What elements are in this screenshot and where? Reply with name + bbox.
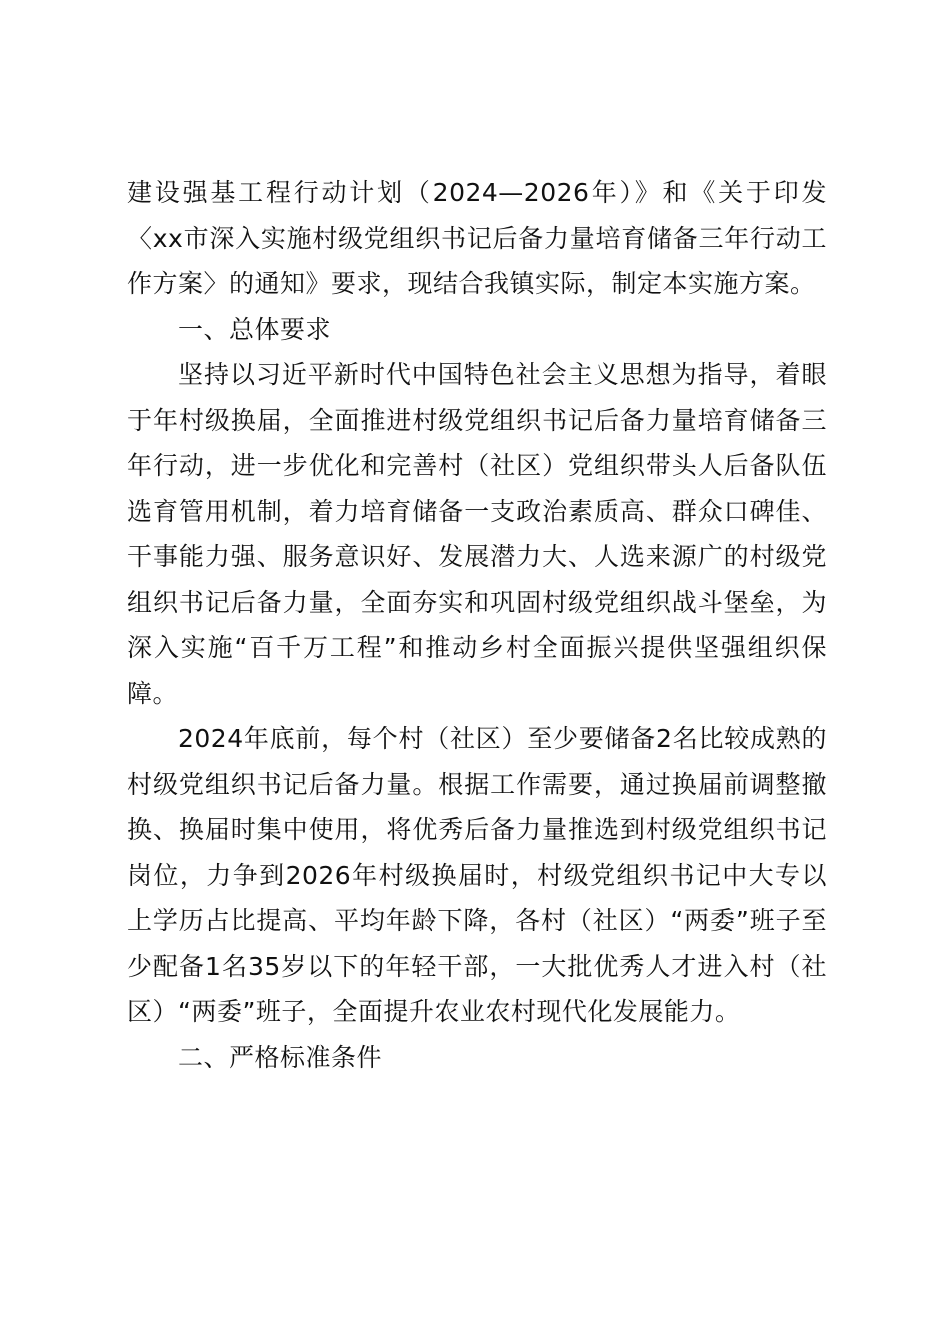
section-heading-overall-requirements: 一、总体要求: [178, 314, 332, 344]
document-body: [127, 170, 827, 1080]
body-paragraph-targets: 2024年底前，每个村（社区）至少要储备2名比较成熟的村级党组织书记后备力量。根据工作需要，通过换届前调整撤换、换届时集中使用，将优秀后备力量推选到村级党组织书记岗位，力争到2026年村级换届时，村级党组织书记中大专以上学历占比提高、平均年龄下降，各村（社区）“两委”班子至少配备1名35岁以下的年轻干部，一大批优秀人才进入村（社区）“两委”班子，全面提升农业农村现代化发展能力。: [127, 724, 827, 1026]
body-paragraph-guiding-ideology: 坚持以习近平新时代中国特色社会主义思想为指导，着眼于年村级换届，全面推进村级党组织书记后备力量培育储备三年行动，进一步优化和完善村（社区）党组织带头人后备队伍选育管用机制，着力培育储备一支政治素质高、群众口碑佳、干事能力强、服务意识好、发展潜力大、人选来源广的村级党组织书记后备力量，全面夯实和巩固村级党组织战斗堡垒，为深入实施“百千万工程”和推动乡村全面振兴提供坚强组织保障。: [127, 360, 827, 708]
section-heading-strict-standards: 二、严格标准条件: [178, 1042, 383, 1072]
continuation-paragraph: 建设强基工程行动计划（2024—2026年）》和《关于印发〈xx市深入实施村级党组织书记后备力量培育储备三年行动工作方案〉的通知》要求，现结合我镇实际，制定本实施方案。: [127, 178, 827, 298]
